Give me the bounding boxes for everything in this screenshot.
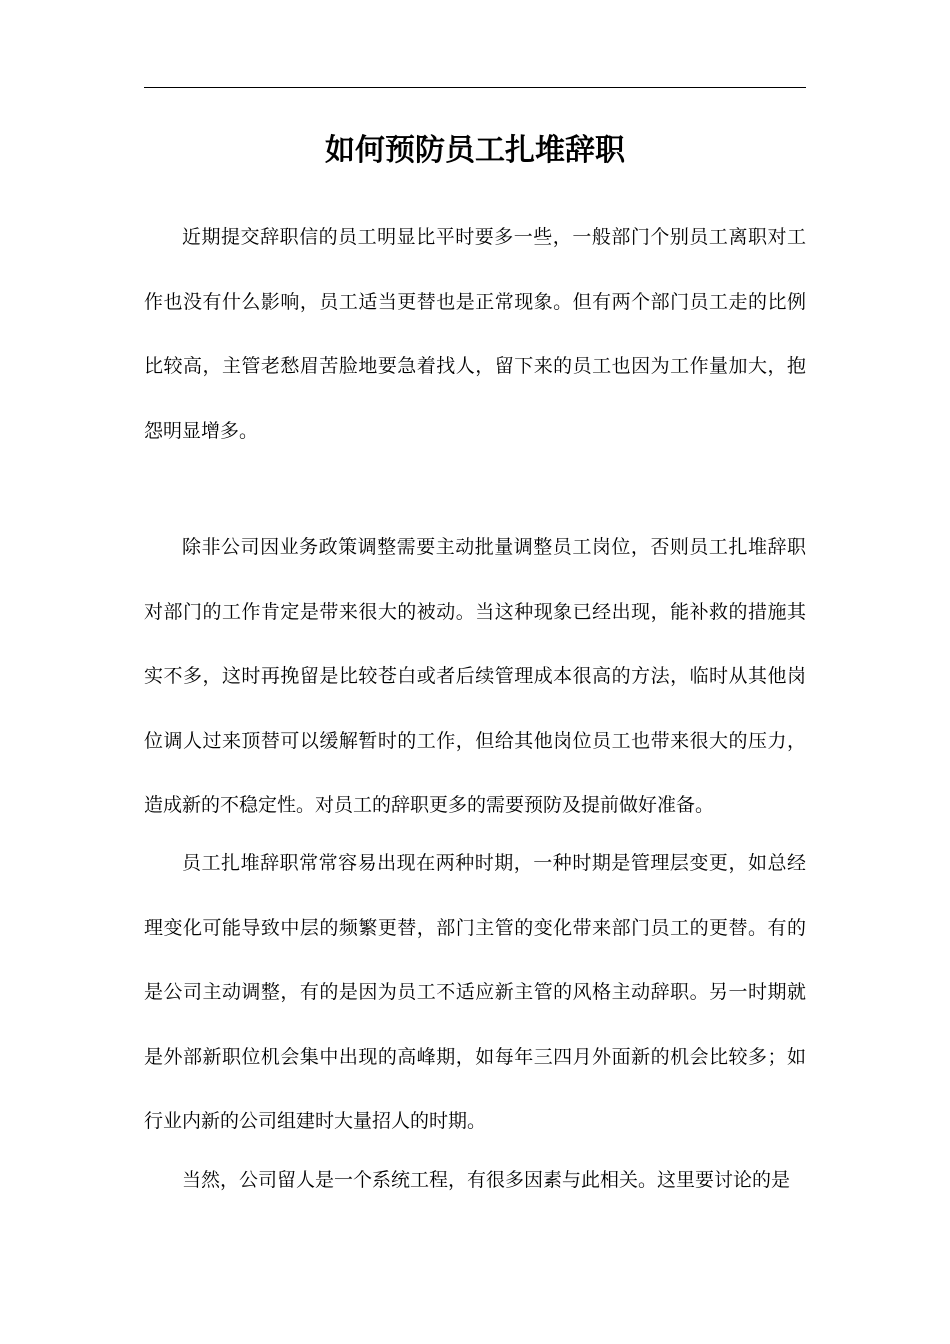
paragraph-1: 近期提交辞职信的员工明显比平时要多一些，一般部门个别员工离职对工作也没有什么影响，员工适当更替也是正常现象。但有两个部门员工走的比例比较高，主管老愁眉苦脸地要急着找人，留下来的员工也因为工作量加大，抱怨明显增多。 (144, 226, 806, 442)
paragraph-2: 除非公司因业务政策调整需要主动批量调整员工岗位，否则员工扎堆辞职对部门的工作肯定是带来很大的被动。当这种现象已经出现，能补救的措施其实不多，这时再挽留是比较苍白或者后续管理成本很高的方法，临时从其他岗位调人过来顶替可以缓解暂时的工作，但给其他岗位员工也带来很大的压力，造成新的不稳定性。对员工的辞职更多的需要预防及提前做好准备。 (144, 536, 806, 816)
paragraph-4: 当然，公司留人是一个系统工程，有很多因素与此相关。这里要讨论的是 (182, 1169, 791, 1191)
document-title: 如何预防员工扎堆辞职 (325, 133, 625, 168)
header-rule (144, 87, 806, 88)
paragraph-3: 员工扎堆辞职常常容易出现在两种时期，一种时期是管理层变更，如总经理变化可能导致中层的频繁更替，部门主管的变化带来部门员工的更替。有的是公司主动调整，有的是因为员工不适应新主管的风格主动辞职。另一时期就是外部新职位机会集中出现的高峰期，如每年三四月外面新的机会比较多；如行业内新的公司组建时大量招人的时期。 (144, 852, 806, 1132)
